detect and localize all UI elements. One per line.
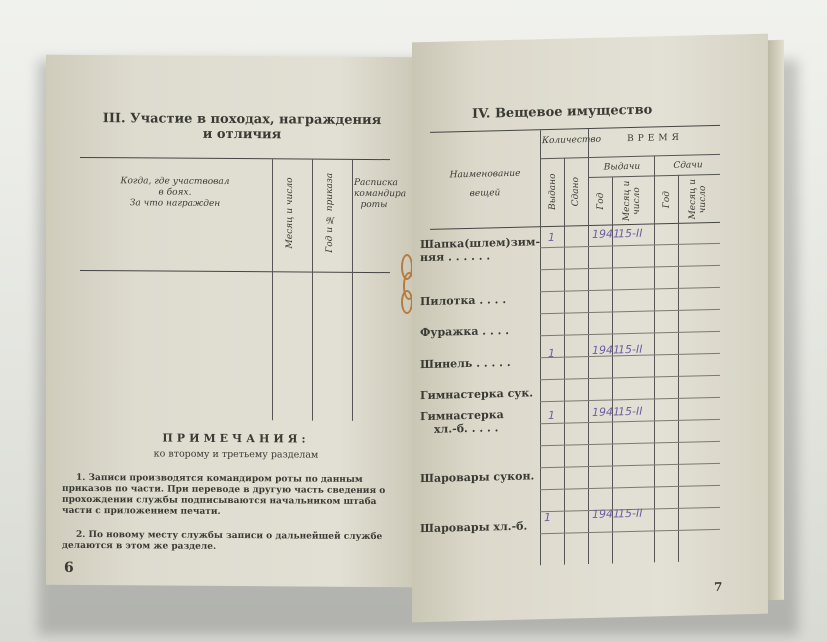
item-name: Шапка(шлем)зим- няя . . . . . . [420, 235, 541, 265]
col-return-month: Месяц и число [688, 179, 708, 220]
col-month-day: Месяц и число [285, 177, 295, 249]
body-divider [272, 270, 273, 420]
section-3-title [102, 111, 382, 143]
item-qty: 1 [544, 510, 551, 525]
item-date: 15-II [618, 506, 643, 521]
divider [678, 175, 679, 223]
item-qty: 1 [548, 230, 555, 245]
body-divider [352, 271, 353, 421]
col-issue: Выдачи [603, 161, 641, 173]
col4-line1: Расписка [354, 177, 398, 189]
section-3-title-line2: и отличия [202, 126, 282, 143]
note-1: 1. Записи производятся командиром роты по данным приказов по части. При переводе в другую часть сведения о прохождении службы подписываются начальником штаба части с приложением печати. [62, 472, 386, 517]
item-name: Фуражка . . . . [420, 323, 510, 340]
notes-title: ПРИМЕЧАНИЯ: [162, 431, 310, 446]
col-return-year: Год [662, 190, 672, 208]
item-year: 1941 [592, 227, 620, 241]
divider [540, 154, 720, 159]
col-quantity: Количество [542, 134, 602, 147]
col-issue-year: Год [596, 192, 606, 210]
col-items [430, 168, 540, 201]
divider [540, 130, 541, 226]
item-name: Гимнастерка хл.-б. . . . . [420, 408, 504, 436]
item-date: 15-II [618, 342, 643, 357]
section-3-title-line1: III. Участие в походах, награждения [102, 111, 382, 129]
divider [272, 159, 273, 271]
item-name: Шаровары сукон. [420, 469, 535, 486]
body-divider [312, 271, 313, 421]
col-issue-month: Месяц и число [622, 180, 642, 222]
page-number-left: 6 [64, 559, 74, 576]
left-page [46, 55, 412, 588]
items-head-line1: Наименование [449, 168, 521, 181]
item-year: 1941 [592, 405, 620, 419]
item-name: Пилотка . . . . [420, 293, 507, 309]
item-qty: 1 [548, 346, 555, 361]
item-date: 15-II [618, 226, 643, 241]
right-page [412, 34, 768, 623]
divider [312, 160, 313, 272]
col-when-where [80, 176, 270, 210]
col-return: Сдачи [673, 160, 703, 171]
col-commander-signature [354, 177, 407, 211]
col4-line2: командира [354, 188, 407, 200]
divider [654, 155, 655, 223]
item-name: Шинель . . . . . [420, 355, 511, 372]
divider [564, 158, 565, 226]
col4-line3: роты [360, 199, 388, 211]
item-year: 1941 [592, 343, 620, 357]
section-4-table-header [430, 125, 720, 230]
notes-subtitle: ко второму и третьему разделам [153, 448, 319, 461]
item-date: 15-II [618, 404, 643, 419]
col1-line2: в боях. [158, 187, 192, 198]
items-head-line2: вещей [469, 188, 501, 199]
item-name: Гимнастерка сук. [420, 386, 534, 403]
col-qty-issued: Выдано [548, 173, 558, 211]
item-year: 1941 [592, 507, 620, 521]
section-4-title: IV. Вещевое имущество [472, 102, 653, 122]
page-edges [768, 40, 784, 600]
item-name: Шаровары хл.-б. [420, 519, 528, 536]
col1-line3: За что награжден [129, 198, 221, 209]
divider [352, 160, 353, 272]
note-2: 2. По новому месту службы записи о дальнейшей службе делаются в этом же разделе. [62, 529, 383, 552]
col1-line1: Когда, где участвовал [120, 176, 230, 188]
col-qty-returned: Сдано [571, 176, 581, 207]
col-year-order: Год и № приказа [325, 173, 335, 254]
item-qty: 1 [548, 408, 555, 423]
divider [612, 176, 613, 224]
page-number-right: 7 [714, 579, 723, 594]
section-3-table-header [80, 157, 407, 273]
col-time: ВРЕМЯ [627, 132, 683, 145]
section-4-grid [540, 221, 720, 575]
